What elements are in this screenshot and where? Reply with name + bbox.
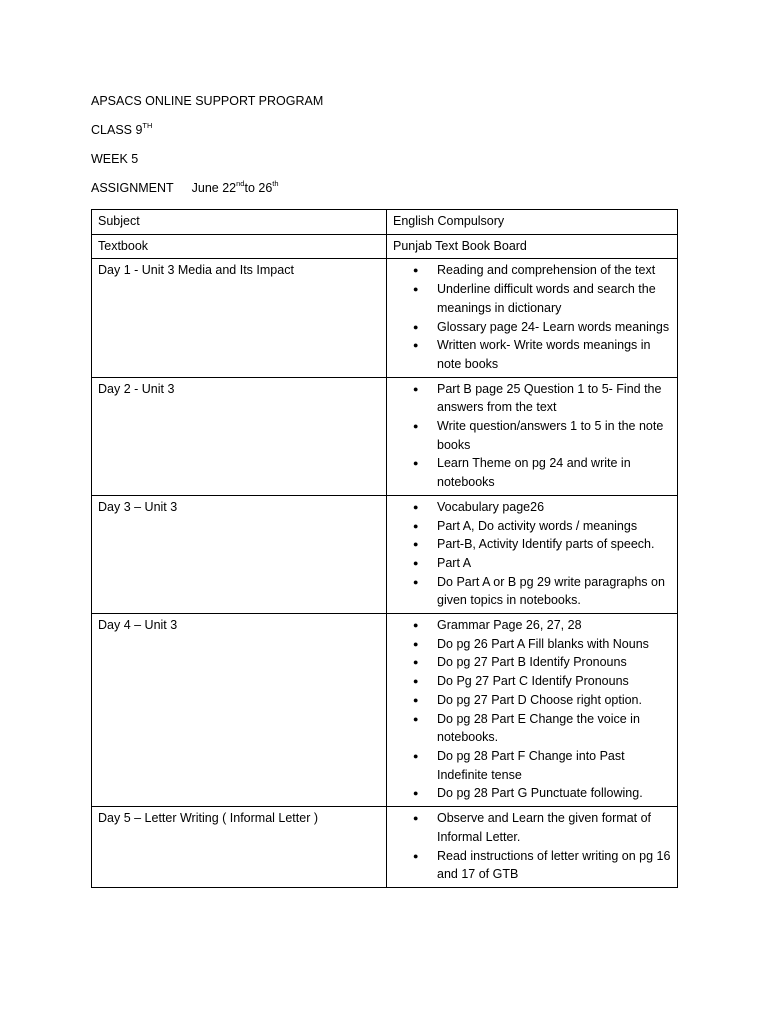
task-item: ● Do pg 27 Part D Choose right option. [437, 691, 671, 710]
class-line [91, 123, 152, 137]
task-item: ● Do Pg 27 Part C Identify Pronouns [437, 672, 671, 691]
task-item: ● Reading and comprehension of the text [437, 261, 671, 280]
assignment-label: ASSIGNMENT [91, 181, 174, 195]
table-row-day-3 [92, 495, 678, 613]
program-title: APSACS ONLINE SUPPORT PROGRAM [91, 94, 324, 108]
date-superscript-end: th [272, 179, 279, 188]
day-tasks-cell [387, 614, 678, 807]
task-item: ● Write question/answers 1 to 5 in the note books [437, 417, 671, 454]
assignment-line [91, 181, 279, 195]
task-item: ● Observe and Learn the given format of Informal Letter. [437, 809, 671, 846]
day-tasks-cell [387, 377, 678, 495]
task-list [393, 380, 671, 492]
day-label-cell: Day 1 - Unit 3 Media and Its Impact [92, 259, 387, 377]
day-label-cell: Day 5 – Letter Writing ( Informal Letter ) [92, 807, 387, 888]
subject-label-cell: Subject [92, 210, 387, 235]
task-item: ● Do pg 27 Part B Identify Pronouns [437, 653, 671, 672]
task-item: ● Part-B, Activity Identify parts of speech. [437, 535, 671, 554]
task-item: ● Vocabulary page26 [437, 498, 671, 517]
task-item: ● Do pg 28 Part G Punctuate following. [437, 784, 671, 803]
table-row-day-1 [92, 259, 678, 377]
class-superscript: TH [142, 121, 153, 130]
assignment-table [91, 209, 678, 888]
task-list [393, 809, 671, 884]
task-item: ● Do pg 28 Part F Change into Past Indefinite tense [437, 747, 671, 784]
task-item: ● Underline difficult words and search the meanings in dictionary [437, 280, 671, 317]
task-item: ● Part B page 25 Question 1 to 5- Find the answers from the text [437, 380, 671, 417]
task-item: ● Part A [437, 554, 671, 573]
task-item: ● Grammar Page 26, 27, 28 [437, 616, 671, 635]
task-list [393, 616, 671, 803]
class-label: CLASS 9 [91, 123, 143, 137]
task-item: ● Read instructions of letter writing on pg 16 and 17 of GTB [437, 847, 671, 884]
week-line: WEEK 5 [91, 152, 139, 166]
day-label-cell: Day 2 - Unit 3 [92, 377, 387, 495]
assignment-date-end: to 26 [244, 181, 273, 195]
task-item: ● Glossary page 24- Learn words meanings [437, 318, 671, 337]
table-row-day-2 [92, 377, 678, 495]
day-tasks-cell [387, 807, 678, 888]
task-item: ● Do Part A or B pg 29 write paragraphs on given topics in notebooks. [437, 573, 671, 610]
assignment-date-start: June 22 [191, 181, 237, 195]
task-list [393, 261, 671, 373]
table-row-day-4 [92, 614, 678, 807]
task-item: ● Written work- Write words meanings in note books [437, 336, 671, 373]
date-superscript-start: nd [236, 179, 245, 188]
task-item: ● Do pg 28 Part E Change the voice in notebooks. [437, 710, 671, 747]
task-item: ● Part A, Do activity words / meanings [437, 517, 671, 536]
task-item: ● Do pg 26 Part A Fill blanks with Nouns [437, 635, 671, 654]
table-row-subject [92, 210, 678, 235]
subject-value-cell: English Compulsory [387, 210, 678, 235]
table-row-textbook [92, 234, 678, 259]
day-label-cell: Day 4 – Unit 3 [92, 614, 387, 807]
textbook-value-cell: Punjab Text Book Board [387, 234, 678, 259]
table-row-day-5 [92, 807, 678, 888]
day-tasks-cell [387, 495, 678, 613]
task-list [393, 498, 671, 610]
day-tasks-cell [387, 259, 678, 377]
textbook-label-cell: Textbook [92, 234, 387, 259]
task-item: ● Learn Theme on pg 24 and write in notebooks [437, 454, 671, 491]
day-label-cell: Day 3 – Unit 3 [92, 495, 387, 613]
